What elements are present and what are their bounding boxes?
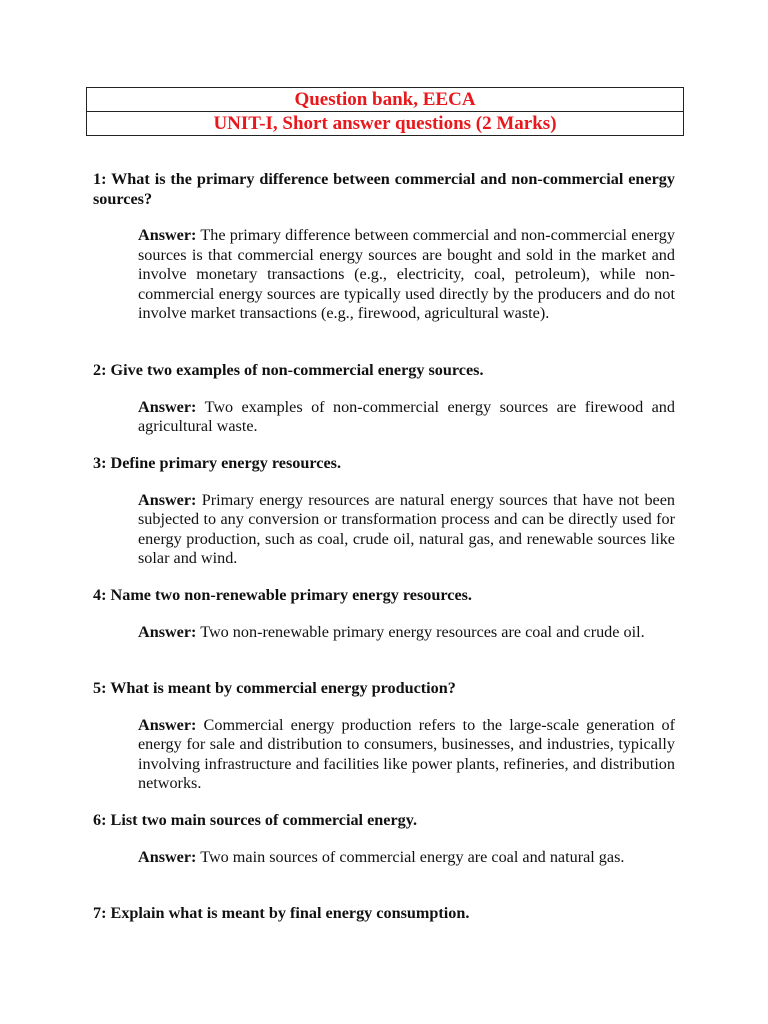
qa-item-5	[93, 679, 675, 794]
document-title: Question bank, EECA	[294, 89, 476, 110]
answer-3	[138, 491, 675, 569]
answer-text: Commercial energy production refers to the large-scale generation of energy for sale and distribution to consumers, businesses, and industries, typically involving infrastructure and facilities like power plants, refineries, and distribution networks.	[138, 715, 675, 792]
answer-label: Answer:	[138, 226, 197, 244]
answer-text: Two main sources of commercial energy are coal and natural gas.	[200, 847, 625, 866]
qa-item-2	[93, 361, 675, 437]
question-2: 2: Give two examples of non-commercial energy sources.	[93, 361, 484, 379]
qa-item-1	[93, 170, 675, 324]
answer-text: The primary difference between commercial and non-commercial energy sources is that commercial energy sources are bought and sold in the market and involve monetary transactions (e.g., electricity, coal, petroleum), while non-commercial energy sources are typically used directly by the producers and do not involve market transactions (e.g., firewood, agricultural waste).	[138, 226, 675, 322]
question-7: 7: Explain what is meant by final energy consumption.	[93, 904, 470, 922]
answer-5	[138, 716, 675, 794]
answer-1	[138, 226, 675, 324]
question-6: 6: List two main sources of commercial energy.	[93, 811, 417, 829]
answer-text: Two examples of non-commercial energy sources are firewood and agricultural waste.	[138, 397, 675, 435]
qa-item-4	[93, 586, 675, 642]
answer-label: Answer:	[138, 622, 197, 641]
question-5: 5: What is meant by commercial energy production?	[93, 679, 456, 697]
answer-4	[138, 623, 675, 643]
answer-label: Answer:	[138, 715, 197, 734]
question-3: 3: Define primary energy resources.	[93, 454, 341, 472]
header-table	[86, 87, 684, 136]
answer-label: Answer:	[138, 847, 197, 866]
answer-6	[138, 848, 675, 868]
document-subtitle: UNIT-I, Short answer questions (2 Marks)	[87, 111, 683, 135]
question-4: 4: Name two non-renewable primary energy resources.	[93, 586, 472, 604]
answer-text: Two non-renewable primary energy resources are coal and crude oil.	[200, 622, 645, 641]
qa-item-7	[93, 904, 675, 924]
answer-text: Primary energy resources are natural energy sources that have not been subjected to any conversion or transformation process and can be directly used for energy production, such as coal, crude oil, natural gas, and renewable sources like solar and wind.	[138, 490, 676, 567]
answer-label: Answer:	[138, 397, 197, 416]
answer-label: Answer:	[138, 490, 197, 509]
question-1: 1: What is the primary difference between commercial and non-commercial energy sources?	[93, 170, 675, 208]
qa-item-3	[93, 454, 675, 569]
qa-item-6	[93, 811, 675, 867]
answer-2	[138, 398, 675, 437]
